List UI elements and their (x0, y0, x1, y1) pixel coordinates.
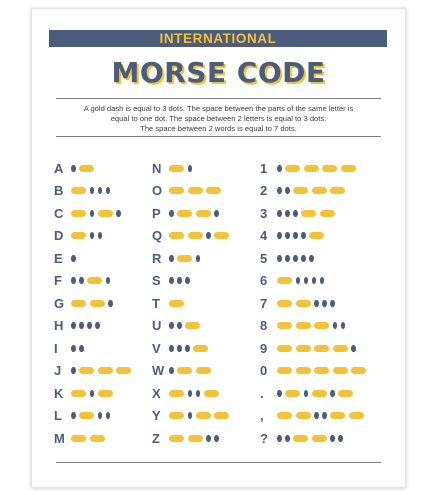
dot-mark (330, 300, 335, 307)
dash-mark (196, 210, 211, 217)
dot-mark (106, 277, 111, 284)
morse-row (260, 315, 370, 338)
dash-mark (71, 187, 86, 194)
morse-code-sequence (169, 277, 193, 284)
dash-mark (79, 412, 94, 419)
dot-mark (169, 255, 174, 262)
dash-mark (169, 435, 184, 442)
dot-mark (79, 322, 84, 329)
dot-mark (293, 232, 298, 239)
dash-mark (177, 255, 192, 262)
dot-mark (90, 232, 95, 239)
dash-mark (320, 210, 335, 217)
dash-mark (169, 300, 184, 307)
morse-row (54, 225, 135, 248)
dot-mark (333, 322, 338, 329)
morse-code-sequence (169, 435, 222, 442)
dash-mark (333, 345, 348, 352)
dot-mark (90, 210, 95, 217)
morse-row (152, 180, 233, 203)
morse-row (54, 315, 135, 338)
morse-row (152, 247, 233, 270)
dash-mark (204, 390, 219, 397)
dot-mark (177, 322, 182, 329)
morse-code-sequence (71, 322, 103, 329)
dash-mark (312, 390, 327, 397)
page-title: MORSE CODE (111, 56, 326, 89)
morse-code-sequence (277, 210, 338, 217)
morse-row (152, 360, 233, 383)
dot-mark (98, 412, 103, 419)
morse-code-sequence (277, 255, 317, 262)
dash-mark (296, 322, 311, 329)
morse-row (54, 382, 135, 405)
morse-row (54, 337, 135, 360)
morse-character: 6 (260, 273, 268, 289)
dash-mark (196, 412, 211, 419)
morse-row (152, 157, 233, 180)
dash-mark (188, 187, 203, 194)
dash-mark (188, 232, 203, 239)
morse-row (152, 405, 233, 428)
dot-mark (301, 232, 306, 239)
morse-code-sequence (169, 232, 233, 239)
dot-mark (304, 277, 309, 284)
morse-row (152, 202, 233, 225)
morse-code-sequence (169, 187, 225, 194)
morse-row (260, 360, 370, 383)
dash-mark (185, 322, 200, 329)
dot-mark (214, 435, 219, 442)
morse-character: P (152, 205, 161, 221)
morse-character: 1 (260, 160, 268, 176)
dash-mark (206, 187, 221, 194)
dash-mark (169, 187, 184, 194)
dot-mark (98, 232, 103, 239)
dash-mark (293, 187, 308, 194)
dash-mark (169, 390, 184, 397)
dot-mark (188, 412, 193, 419)
morse-row (54, 427, 135, 450)
dot-mark (106, 187, 111, 194)
dot-mark (285, 435, 290, 442)
morse-character: F (54, 273, 62, 289)
dash-mark (351, 367, 366, 374)
dot-mark (71, 277, 76, 284)
morse-code-sequence (277, 187, 349, 194)
dot-mark (90, 187, 95, 194)
morse-row (152, 225, 233, 248)
morse-code-sequence (169, 345, 212, 352)
dash-mark (314, 322, 329, 329)
dot-mark (71, 345, 76, 352)
dot-mark (314, 300, 319, 307)
morse-character: L (54, 408, 62, 424)
dot-mark (108, 300, 113, 307)
description-line: The space between 2 words is equal to 7 dots. (140, 124, 297, 134)
dash-mark (71, 232, 86, 239)
morse-character: R (152, 250, 162, 266)
morse-row (260, 225, 370, 248)
morse-character: V (152, 340, 161, 356)
dot-mark (304, 390, 309, 397)
dot-mark (169, 367, 174, 374)
morse-character: 9 (260, 340, 268, 356)
dot-mark (301, 255, 306, 262)
dash-mark (285, 165, 300, 172)
morse-character: 4 (260, 228, 268, 244)
morse-character: D (54, 228, 64, 244)
morse-row (152, 337, 233, 360)
dot-mark (116, 210, 121, 217)
dot-mark (285, 187, 290, 194)
morse-character: . (260, 385, 264, 401)
description-line: A gold dash is equal to 3 dots. The space between the parts of the same letter is (83, 104, 354, 113)
dash-mark (116, 367, 131, 374)
dash-mark (98, 367, 113, 374)
morse-code-sequence (277, 165, 359, 172)
morse-row (54, 292, 135, 315)
morse-row (152, 382, 233, 405)
dash-mark (79, 367, 94, 374)
morse-code-sequence (277, 367, 370, 374)
middle-divider (56, 136, 381, 137)
dash-mark (277, 412, 292, 419)
morse-code-sequence (277, 232, 328, 239)
dash-mark (296, 300, 311, 307)
dash-mark (330, 187, 345, 194)
dash-mark (169, 412, 184, 419)
dash-mark (71, 210, 86, 217)
dash-mark (322, 165, 337, 172)
morse-code-sequence (71, 435, 108, 442)
dot-mark (98, 187, 103, 194)
numbers-punctuation-column (260, 157, 370, 450)
morse-character: 7 (260, 295, 268, 311)
morse-code-sequence (71, 300, 116, 307)
dot-mark (277, 210, 282, 217)
dash-mark (293, 435, 308, 442)
morse-character: G (54, 295, 65, 311)
dash-mark (71, 435, 86, 442)
morse-character: C (54, 205, 64, 221)
morse-code-sequence (71, 367, 135, 374)
dash-mark (98, 390, 113, 397)
dot-mark (71, 322, 76, 329)
morse-character: U (152, 318, 162, 334)
letters-n-z-column (152, 157, 233, 450)
dot-mark (79, 277, 84, 284)
dot-mark (196, 390, 201, 397)
description-line: equal to one dot. The space between 2 letters is equal to 3 dots. (110, 114, 327, 124)
dot-mark (293, 255, 298, 262)
dot-mark (285, 255, 290, 262)
dot-mark (312, 277, 317, 284)
dot-mark (277, 390, 282, 397)
morse-character: 0 (260, 363, 268, 379)
morse-row (152, 292, 233, 315)
morse-row (260, 202, 370, 225)
dot-mark (296, 277, 301, 284)
dash-mark (188, 435, 203, 442)
dash-mark (169, 232, 184, 239)
dash-mark (312, 435, 327, 442)
morse-character: 5 (260, 250, 268, 266)
dash-mark (304, 165, 319, 172)
dot-mark (320, 277, 325, 284)
dash-mark (87, 277, 102, 284)
dot-mark (314, 412, 319, 419)
dash-mark (314, 345, 329, 352)
morse-character: S (152, 273, 161, 289)
morse-code-sequence (71, 210, 124, 217)
morse-row (152, 270, 233, 293)
morse-row (260, 247, 370, 270)
dot-mark (177, 277, 182, 284)
morse-character: 3 (260, 205, 268, 221)
dot-mark (214, 210, 219, 217)
dot-mark (185, 277, 190, 284)
dot-mark (71, 255, 76, 262)
morse-character: B (54, 183, 64, 199)
morse-character: I (54, 340, 58, 356)
morse-row (260, 292, 370, 315)
dot-mark (87, 322, 92, 329)
dot-mark (79, 345, 84, 352)
morse-code-sequence (169, 390, 222, 397)
international-banner: INTERNATIONAL (49, 30, 387, 47)
morse-code-sequence (169, 255, 204, 262)
morse-character: X (152, 385, 161, 401)
morse-row (260, 270, 370, 293)
morse-code-sequence (277, 322, 349, 329)
morse-row (54, 157, 135, 180)
dot-mark (188, 165, 193, 172)
dash-mark (277, 322, 292, 329)
dash-mark (296, 345, 311, 352)
dot-mark (322, 412, 327, 419)
dash-mark (285, 390, 300, 397)
dot-mark (277, 232, 282, 239)
dash-mark (277, 277, 292, 284)
dot-mark (322, 300, 327, 307)
morse-code-sequence (71, 232, 106, 239)
dash-mark (338, 390, 353, 397)
morse-character: H (54, 318, 64, 334)
dot-mark (330, 390, 335, 397)
dash-mark (314, 367, 329, 374)
morse-code-sequence (169, 367, 214, 374)
morse-code-sequence (71, 390, 116, 397)
morse-code-sequence (71, 165, 98, 172)
morse-row (54, 180, 135, 203)
dash-mark (296, 367, 311, 374)
dot-mark (285, 210, 290, 217)
dot-mark (277, 435, 282, 442)
morse-row (54, 202, 135, 225)
dash-mark (90, 435, 105, 442)
dash-mark (169, 165, 184, 172)
dot-mark (277, 165, 282, 172)
dash-mark (301, 210, 316, 217)
morse-character: Q (152, 228, 163, 244)
dash-mark (177, 210, 192, 217)
dash-mark (71, 300, 86, 307)
dot-mark (196, 255, 201, 262)
dot-mark (71, 165, 76, 172)
morse-character: J (54, 363, 62, 379)
dash-mark (309, 232, 324, 239)
dot-mark (71, 412, 76, 419)
morse-code-sequence (71, 187, 114, 194)
dash-mark (79, 165, 94, 172)
morse-character: O (152, 183, 163, 199)
dot-mark (277, 255, 282, 262)
morse-character: K (54, 385, 64, 401)
morse-code-sequence (277, 412, 367, 419)
dot-mark (169, 345, 174, 352)
dash-mark (193, 345, 208, 352)
dash-mark (90, 300, 105, 307)
letters-a-m-column (54, 157, 135, 450)
morse-row (260, 382, 370, 405)
morse-code-sequence (71, 412, 114, 419)
morse-code-sequence (277, 435, 346, 442)
dash-mark (312, 187, 327, 194)
dot-mark (338, 435, 343, 442)
dash-mark (330, 412, 345, 419)
dot-mark (341, 322, 346, 329)
morse-row (260, 180, 370, 203)
morse-code-sequence (169, 165, 196, 172)
morse-character: E (54, 250, 63, 266)
morse-character: A (54, 160, 64, 176)
morse-code-sequence (71, 255, 79, 262)
morse-row (54, 247, 135, 270)
dot-mark (309, 255, 314, 262)
dot-mark (188, 390, 193, 397)
top-divider (56, 98, 381, 99)
morse-code-sequence (169, 210, 222, 217)
morse-character: T (152, 295, 160, 311)
morse-character: , (260, 408, 264, 424)
dash-mark (71, 390, 86, 397)
dash-mark (214, 232, 229, 239)
morse-row (152, 427, 233, 450)
morse-character: Y (152, 408, 161, 424)
morse-code-sequence (169, 322, 204, 329)
morse-row (54, 360, 135, 383)
morse-row (260, 337, 370, 360)
dash-mark (277, 300, 292, 307)
dot-mark (95, 322, 100, 329)
dash-mark (277, 345, 292, 352)
morse-row (260, 427, 370, 450)
dot-mark (206, 435, 211, 442)
dash-mark (333, 367, 348, 374)
morse-code-sequence (71, 345, 87, 352)
morse-character: ? (260, 430, 268, 446)
morse-character: W (152, 363, 165, 379)
dash-mark (341, 165, 356, 172)
dot-mark (285, 232, 290, 239)
morse-code-sequence (277, 300, 338, 307)
morse-row (260, 405, 370, 428)
morse-code-poster (31, 8, 406, 488)
dash-mark (349, 412, 364, 419)
dot-mark (169, 322, 174, 329)
morse-character: N (152, 160, 162, 176)
morse-row (54, 405, 135, 428)
morse-code-sequence (71, 277, 114, 284)
dot-mark (351, 345, 356, 352)
morse-row (54, 270, 135, 293)
morse-character: 2 (260, 183, 268, 199)
dot-mark (71, 367, 76, 374)
dash-mark (277, 367, 292, 374)
morse-code-sequence (277, 390, 357, 397)
dot-mark (169, 210, 174, 217)
morse-row (152, 315, 233, 338)
dash-mark (98, 210, 113, 217)
dot-mark (90, 390, 95, 397)
description (56, 104, 381, 135)
dash-mark (196, 367, 211, 374)
morse-character: M (54, 430, 65, 446)
morse-row (260, 157, 370, 180)
morse-code-sequence (169, 300, 188, 307)
morse-code-sequence (277, 345, 359, 352)
dot-mark (177, 345, 182, 352)
bottom-divider (56, 462, 381, 463)
dot-mark (185, 345, 190, 352)
dot-mark (169, 277, 174, 284)
dash-mark (177, 367, 192, 374)
morse-code-sequence (169, 412, 233, 419)
dot-mark (330, 435, 335, 442)
dot-mark (277, 187, 282, 194)
dot-mark (206, 232, 211, 239)
dot-mark (106, 412, 111, 419)
dash-mark (214, 412, 229, 419)
morse-code-sequence (277, 277, 328, 284)
dash-mark (296, 412, 311, 419)
morse-character: Z (152, 430, 160, 446)
dot-mark (293, 210, 298, 217)
morse-character: 8 (260, 318, 268, 334)
